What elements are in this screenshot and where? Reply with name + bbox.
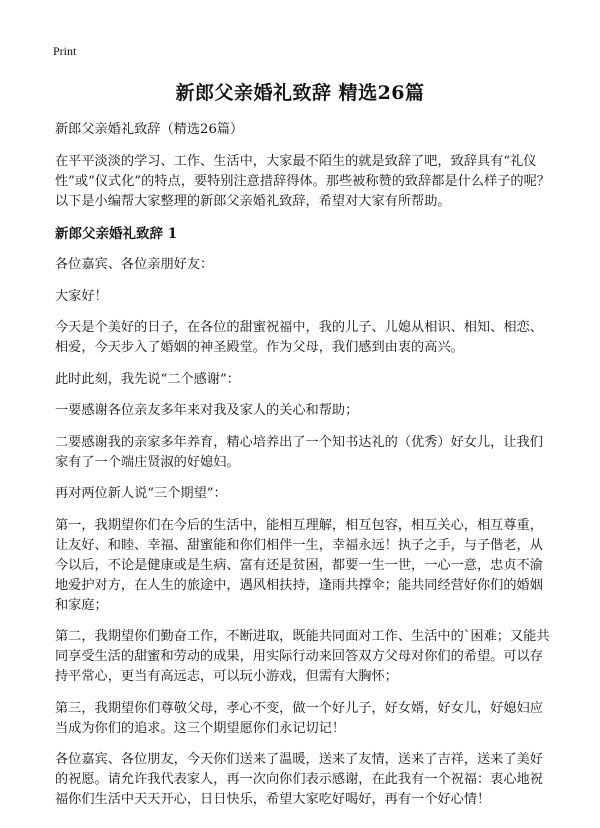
paragraph: 大家好！ [55,288,108,304]
paragraph: 二要感谢我的亲家多年养育，精心培养出了一个知书达礼的（优秀）好女儿，让我们家有了一个端庄贤淑的好媳妇。 [55,434,543,470]
section-heading: 新郎父亲婚礼致辞 1 [55,225,178,242]
page-title: 新郎父亲婚礼致辞 精选26篇 [175,82,425,104]
paragraph: 一要感谢各位亲友多年来对我及家人的关心和帮助； [55,403,359,418]
paragraph: 第一，我期望你们在今后的生活中，能相互理解，相互包容，相互关心，相互尊重，让友好、和睦、幸福、甜蜜能和你们相伴一生，幸福永远！执子之手，与子偕老，从今以后，不论是健康或是生病、富有还是贫困，都要一生一世，一心一意，忠贞不渝地爱护对方，在人生的旅途中，遇风相扶持，逢雨共撑伞；能共同经营好你们的婚姻和家庭； [55,517,543,613]
document-body [55,120,552,822]
paragraph: 此时此刻，我先说“二个感谢”： [55,371,240,387]
paragraph: 各位嘉宾、各位亲朋好友： [55,257,214,272]
print-link[interactable]: Print [53,44,77,58]
paragraph: 今天是个美好的日子，在各位的甜蜜祝福中，我的儿子、儿媳从相识、相知、相恋、相爱，今天步入了婚姻的神圣殿堂。作为父母，我们感到由衷的高兴。 [55,320,543,355]
intro-paragraph: 在平平淡淡的学习、工作、生活中，大家最不陌生的就是致辞了吧，致辞具有“礼仪性”或“仪式化”的特点，要特别注意措辞得体。那些被称赞的致辞都是什么样子的呢？以下是小编帮大家整理的新郎父亲婚礼致辞，希望对大家有所帮助。 [55,154,550,209]
paragraph: 第三，我期望你们尊敬父母，孝心不变，做一个好儿子，好女婿，好女儿，好媳妇应当成为你们的追求。这三个期望愿你们永记切记！ [55,700,543,736]
document-subtitle: 新郎父亲婚礼致辞（精选26篇） [55,122,244,137]
paragraph: 再对两位新人说“三个期望”： [55,486,227,501]
paragraph: 各位嘉宾、各位朋友，今天你们送来了温暖，送来了友情，送来了吉祥，送来了美好的祝愿。请允许我代表家人，再一次向你们表示感谢，在此我有一个祝福：衷心地祝福你们生活中天天开心，日日快乐，希望大家吃好喝好，再有一个好心情！ [55,752,543,807]
paragraph: 第二，我期望你们勤奋工作，不断进取，既能共同面对工作、生活中的`困难；又能共同享受生活的甜蜜和劳动的成果，用实际行动来回答双方父母对你们的希望。可以存持平常心，更当有高远志，可以玩小游戏，但需有大胸怀； [55,629,550,684]
